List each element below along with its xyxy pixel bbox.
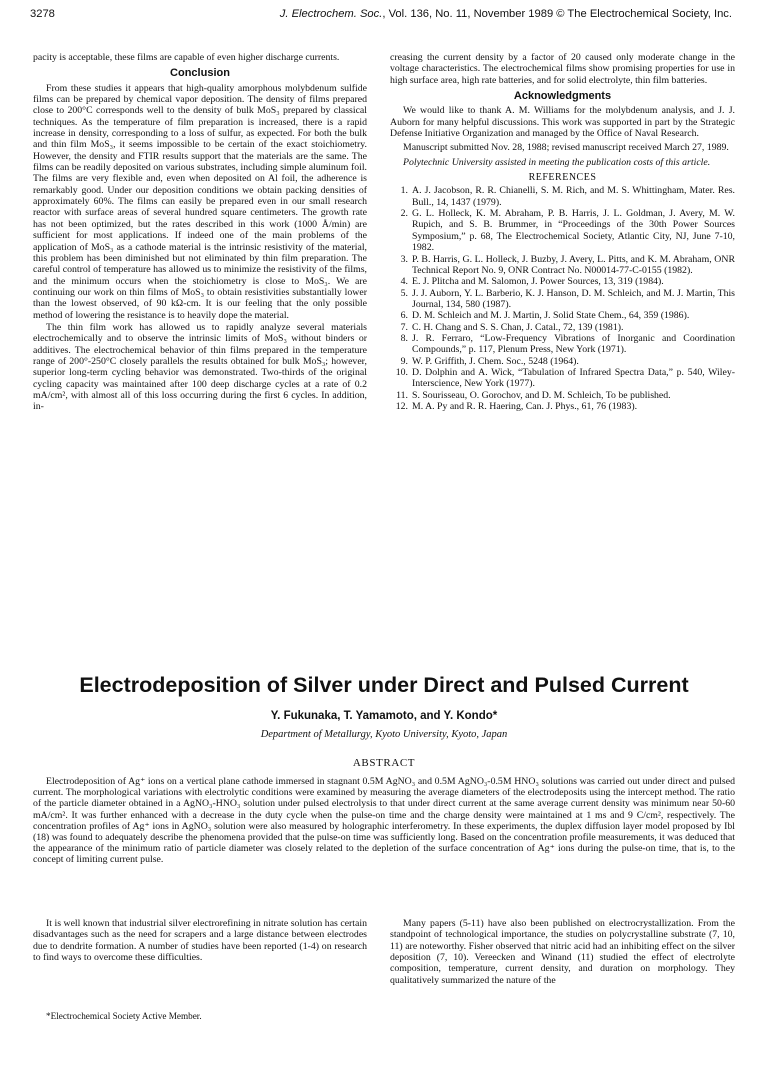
acknowledgments-text: We would like to thank A. M. Williams for the molybdenum analysis, and J. J. Auborn for many helpful discussions. This work was supported in part by the Strategic Defense Initiative Organization and managed by the Office of Naval Research. [390,105,735,140]
reference-item: 1. A. J. Jacobson, R. R. Chianelli, S. M. Rich, and M. S. Whittingham, Mater. Res. Bull., 14, 1437 (1979). [400,185,735,208]
running-header [30,8,732,26]
reference-item: 4. E. J. Plitcha and M. Salomon, J. Power Sources, 13, 319 (1984). [400,276,664,288]
reference-item: 9. W. P. Griffith, J. Chem. Soc., 5248 (1964). [400,355,579,367]
article-affiliation: Department of Metallurgy, Kyoto University, Kyoto, Japan [260,729,508,740]
article-title: Electrodeposition of Silver under Direct and Pulsed Current [79,673,689,697]
paragraph: Many papers (5-11) have also been published on electrocrystallization. From the standpoint of technological importance, the studies on polycrystalline substrate (7, 10, 11) are noteworthy. Fisher observed that nitric acid had an inhibiting effect on the silver deposition (7, 10). Vereecken and Winand (11) studied the effect of electrolyte composition, temperature, current density, and duration on morphology. They qualitatively summarized the nature of the [390,918,735,986]
journal-citation [280,8,732,20]
journal-volume: , Vol. 136, No. 11, November 1989 © The Electrochemical Society, Inc. [382,8,732,20]
reference-item: 3. P. B. Harris, G. L. Holleck, J. Buzby, J. Avery, L. Pitts, and K. M. Abraham, ONR Technical Report No. 9, ONR Contract No. N00014-77-C-0155 (1982). [400,253,735,276]
references-heading: REFERENCES [528,172,597,184]
reference-item: 2. G. L. Holleck, K. M. Abraham, P. B. Harris, J. L. Goldman, J. Avery, M. W. Rupich, and S. B. Brummer, in “Proceedings of the 30th Power Sources Symposium,” p. 68, The Electrochemical Society, Atlantic City, NJ, June 7-10, 1982. [400,208,735,254]
journal-name: J. Electrochem. Soc. [279,8,383,20]
acknowledgments-heading: Acknowledgments [513,90,612,103]
reference-item: 6. D. M. Schleich and M. J. Martin, J. Solid State Chem., 64, 359 (1986). [400,310,690,322]
paragraph: From these studies it appears that high-quality amorphous molybdenum sulfide films can be prepared by chemical vapor deposition. The density of films prepared close to 200°C corresponds well to the density of bulk MoS₃ prepared by classical techniques. As the temperature of film preparation is increased, there is a rapid increase in density, corresponding to a loss of sulfur, as expected. For both the bulk and thin film MoS₃, it seems impossible to be certain of the exact stoichiometry. However, the density and FTIR results support that the materials are the same. The films can be readily deposited on various substrates, including simple aluminum foil. The films are very flexible and, even when deposited on Al foil, the adherence is remarkably good. Under our deposition conditions we obtain packing densities of approximately 60%. The films can easily be prepared even in our small research reactor with surface areas of several hundred square centimeters. The growth rate has not been optimized, but the rates described in this work (1000 Å/min) are sufficient for most applications. If indeed one of the main problems of the application of MoS₃ as a cathode material is the intrinsic resistivity of the material, this problem has been diminished but not eliminated by thin film preparation. The careful control of temperature has allowed us to minimize the resistivity of the films, and the minimum occurs when the stoichiometry is close to MoS₃. We are continuing our work on thin films of MoS₃ to obtain resistivities substantially lower than the lowest observed, of 90 kΩ-cm. It is our feeling that the only possible method of lowering the resistance is to heavily dope the material. [33,82,367,321]
paragraph: It is well known that industrial silver electrorefining in nitrate solution has certain disadvantages such as the need for scrapers and a large distance between electrodes due to dendrite formation. A number of studies have been reported (1-4) on research to find ways to overcome these difficulties. [33,918,367,964]
reference-item: 8. J. R. Ferraro, “Low-Frequency Vibrations of Inorganic and Coordination Compounds,” p. 117, Plenum Press, New York (1971). [400,332,735,356]
author-footnote: *Electrochemical Society Active Member. [46,1011,202,1021]
references-list [390,185,735,412]
paragraph: creasing the current density by a factor of 20 caused only moderate change in the voltage characteristics. The electrochemical films show promising properties for use in high surface area, high rate batteries, and for solid electrolyte, thin film batteries. [390,52,735,86]
prev-article-left-column [33,52,367,414]
paragraph: The thin film work has allowed us to rapidly analyze several materials electrochemically and to observe the intrinsic limits of MoS₃ without binders or additives. The electrochemical behavior of thin films prepared in the temperature range of 200°-250°C closely parallels the results obtained for bulk MoS₃; however, superior long-term cycling behavior was demonstrated. Two-thirds of the original cycling capacity was maintained after 100 deep discharge cycles at a rate of 0.2 mA/cm², with almost all of this loss occurring during the first 6 cycles. In addition, in- [33,321,367,413]
article-right-column [390,918,735,986]
article-left-column [33,918,367,963]
manuscript-note: Manuscript submitted Nov. 28, 1988; revised manuscript received March 27, 1989. [403,142,729,154]
abstract-block [33,776,735,866]
paragraph: pacity is acceptable, these films are capable of even higher discharge currents. [33,52,340,63]
reference-item: 11. S. Sourisseau, O. Gorochov, and D. M. Schleich, To be published. [396,389,671,401]
reference-item: 12. M. A. Py and R. R. Haering, Can. J. Phys., 61, 76 (1983). [395,400,638,412]
publication-note: Polytechnic University assisted in meeting the publication costs of this article. [403,156,711,168]
article-authors: Y. Fukunaka, T. Yamamoto, and Y. Kondo* [270,710,498,722]
reference-item: 7. C. H. Chang and S. S. Chan, J. Catal., 72, 139 (1981). [400,321,624,333]
abstract-heading: ABSTRACT [352,757,416,769]
page-number: 3278 [30,8,55,20]
prev-article-right-column [390,52,735,412]
reference-item: 5. J. J. Auborn, Y. L. Barberio, K. J. Hanson, D. M. Schleich, and M. J. Martin, This Journal, 134, 580 (1987). [400,287,735,310]
abstract-text: Electrodeposition of Ag⁺ ions on a vertical plane cathode immersed in stagnant 0.5M AgNO₃ and 0.5M AgNO₃-0.5M HNO₃ solutions was carried out under direct and pulsed current. The morphological variations with electrolytic conditions were examined by measuring the average diameters of the electrodeposits using the intercept method. The ratio of the particle diameter obtained in a AgNO₃-HNO₃ solution under pulsed electrolysis to that under direct current at the same average current density was minimum near 50-60 mA/cm². It was further enhanced with a decrease in the duty cycle when the pulse-on time and the charge density were maintained at 1 ms and 9 C/cm², respectively. The concentration profiles of Ag⁺ ions in AgNO₃ solution were also measured by holographic interferometry. In these experiments, the duplex diffusion layer model proposed by Ibl (18) was found to adequately describe the phenomena provided that the pulse-on time was sufficiently long. Based on the concentration profile measurements, it was deduced that the appearance of the minimum ratio of particle diameter was closely related to the depletion of the surface concentration of Ag⁺ ions during the pulse-on time, that is, to the concept of limiting current pulse. [33,776,735,866]
reference-item: 10. D. Dolphin and A. Wick, “Tabulation of Infrared Spectra Data,” p. 540, Wiley-Interscience, New York (1977). [395,366,735,390]
conclusion-heading: Conclusion [170,67,230,80]
